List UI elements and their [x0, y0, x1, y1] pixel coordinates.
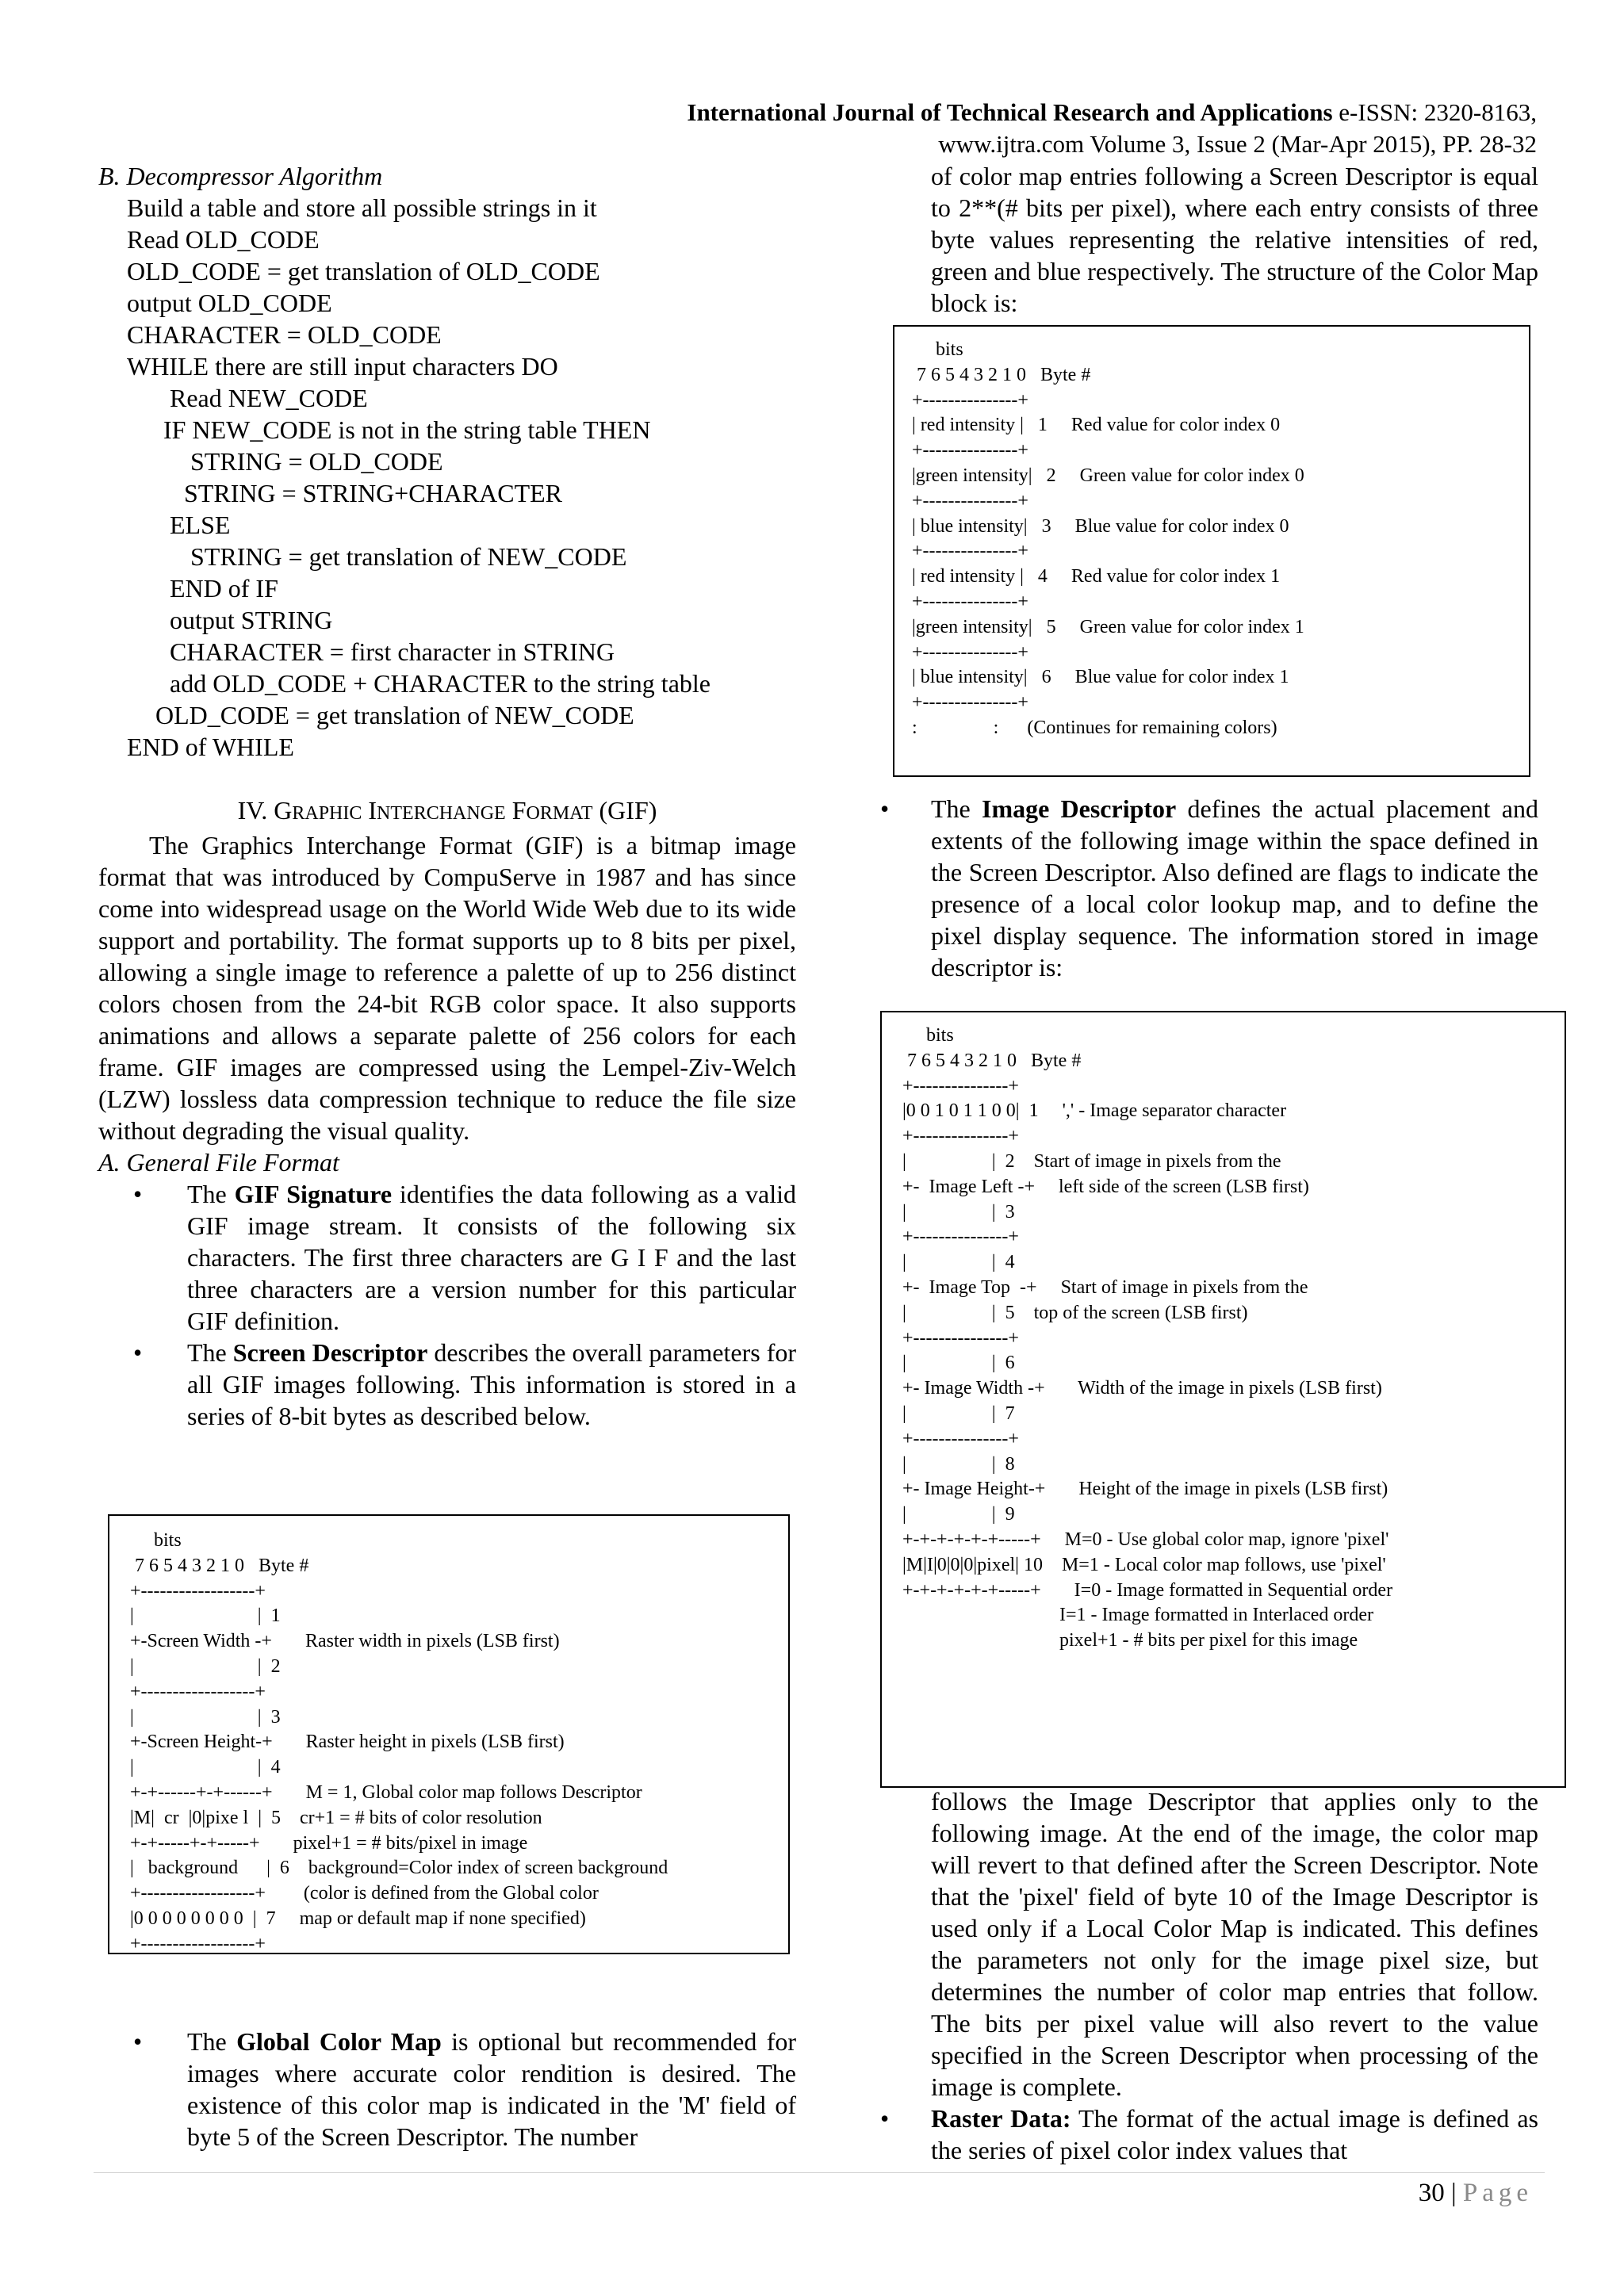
algorithm-line: CHARACTER = first character in STRING: [170, 637, 615, 666]
algorithm-line: END of WHILE: [127, 733, 294, 761]
issn: e-ISSN: 2320-8163,: [1339, 98, 1537, 126]
section-word: INTERCHANGE: [368, 796, 506, 825]
journal-title: International Journal of Technical Research and Applications: [687, 98, 1333, 126]
image-descriptor-box: [880, 1011, 1566, 1788]
term-raster-data: Raster Data:: [931, 2104, 1071, 2133]
bullet-dot: •: [133, 1338, 143, 1367]
bullet-dot: •: [133, 2027, 143, 2056]
header-line-1: [687, 97, 1537, 128]
right-column-image-descriptor: [880, 793, 1538, 983]
bullet-image-descriptor: • The Image Descriptor defines the actual placement and extents of the following image within the space defined in the Screen Descriptor. Also defined are flags to indicate the presence of a local color lookup map, and to define the pixel display sequence. The information stored in image descriptor is:: [880, 794, 1538, 982]
algorithm-line: add OLD_CODE + CHARACTER to the string table: [170, 669, 710, 698]
color-map-paragraph: of color map entries following a Screen Descriptor is equal to 2**(# bits per pixel), where each entry consists of three byte values representing the relative intensities of red, green and blue respectively. The structure of the Color Map block is:: [931, 162, 1538, 317]
section-word: FORMAT: [511, 796, 593, 825]
bullet-screen-descriptor: • The Screen Descriptor describes the overall parameters for all GIF images following. This information is stored in a series of 8-bit bytes as described below.: [133, 1338, 797, 1430]
term-global-color-map: Global Color Map: [236, 2027, 442, 2056]
color-map-diagram: bits 7 6 5 4 3 2 1 0 Byte # +---------------+ | red intensity | 1 Red value for color index 0 +---------------+ |green intensity| 2 Green value for color index 0 +---------------+ | blue intensity| 3 Blue value for color index 0 +---------------+ | red intensity | 4 Red value for color index 1 +---------------+ |green intensity| 5 Green value for color index 1 +---------------+ | blue intensity| 6 Blue value for color index 1 +---------------+ : : (Continues for remaining colors): [912, 339, 1304, 738]
page-word: Page: [1462, 2179, 1533, 2207]
algorithm-line: Read OLD_CODE: [127, 225, 320, 254]
gif-intro-paragraph: The Graphics Interchange Format (GIF) is a bitmap image format that was introduced by CompuServe in 1987 and has since come into widespread usage on the World Wide Web due to its wide support and portability. The format supports up to 8 bits per pixel, allowing a single image to reference a palette of up to 256 distinct colors chosen from the 24-bit RGB color space. It also supports animations and allows a separate palette of 256 colors for each frame. GIF images are compressed using the Lempel-Ziv-Welch (LZW) lossless data compression technique to reduce the file size without degrading the visual quality.: [98, 831, 796, 1145]
left-column: [98, 160, 796, 1432]
term-screen-descriptor: Screen Descriptor: [232, 1338, 428, 1367]
algorithm-line: OLD_CODE = get translation of OLD_CODE: [127, 257, 600, 285]
algorithm-line: output STRING: [170, 606, 333, 634]
algorithm-line: ELSE: [170, 511, 231, 539]
footer-rule: [94, 2172, 1545, 2173]
image-descriptor-diagram: bits 7 6 5 4 3 2 1 0 Byte # +---------------+ |0 0 1 0 1 1 0 0| 1 ',' - Image separator character +---------------+ | | 2 Start of image in pixels from the +- Image Left -+ left side of the screen (LSB first) | | 3 +---------------+ | | 4 +- Image Top -+ Start of image in pixels from the | | 5 top of the screen (LSB first) +---------------+ | | 6 +- Image Width -+ Width of the image in pixels (LSB first) | | 7 +---------------+ | | 8 +- Image Height-+ Height of the image in pixels (LSB first) | | 9 +-+-+-+-+-+-----+ M=0 - Use global color map, ignore 'pixel' |M|I|0|0|0|pixel| 10 M=1 - Local color map follows, use 'pixel' +-+-+-+-+-+-----+ I=0 - Image formatted in Sequential order I=1 - Image formatted in Interlaced order pixel+1 - # bits per pixel for this image: [902, 1025, 1393, 1651]
term-image-descriptor: Image Descriptor: [981, 794, 1177, 823]
algorithm-line: END of IF: [170, 574, 278, 603]
algorithm-line: STRING = get translation of NEW_CODE: [190, 542, 627, 571]
left-column-bottom: [98, 2026, 796, 2152]
bullet-dot: •: [880, 2104, 890, 2133]
page-number: 30: [1418, 2179, 1445, 2207]
algorithm-block: [98, 192, 796, 763]
section-heading-gif: [98, 794, 796, 829]
bullet-dot: •: [133, 1180, 143, 1208]
right-column-bottom: [880, 1785, 1538, 2166]
algorithm-line: OLD_CODE = get translation of NEW_CODE: [155, 701, 634, 729]
decompressor-heading: B. Decompressor Algorithm: [98, 162, 383, 190]
algorithm-line: STRING = STRING+CHARACTER: [184, 479, 563, 507]
algorithm-line: CHARACTER = OLD_CODE: [127, 320, 442, 349]
journal-header: [687, 97, 1537, 160]
page-separator: |: [1450, 2179, 1457, 2207]
algorithm-line: Read NEW_CODE: [170, 384, 368, 412]
bullet-global-color-map: • The Global Color Map is optional but recommended for images where accurate color rendition is desired. The existence of this color map is indicated in the 'M' field of byte 5 of the Screen Descriptor. The number: [133, 2027, 797, 2151]
algorithm-line: output OLD_CODE: [127, 289, 332, 317]
screen-descriptor-box: [108, 1514, 790, 1954]
color-map-box: [893, 325, 1530, 777]
bullet-gif-signature: • The GIF Signature identifies the data following as a valid GIF image stream. It consists of the following six characters. The first three characters are G I F and the last three characters are a version number for this particular GIF definition.: [133, 1180, 797, 1335]
section-suffix: (GIF): [599, 796, 657, 825]
right-column: [880, 160, 1538, 319]
screen-descriptor-diagram: bits 7 6 5 4 3 2 1 0 Byte # +------------------+ | | 1 +-Screen Width -+ Raster width in pixels (LSB first) | | 2 +------------------+ | | 3 +-Screen Height-+ Raster height in pixels (LSB first) | | 4 +-+------+-+------+ M = 1, Global color map follows Descriptor |M| cr |0|pixe l | 5 cr+1 = # bits of color resolution +-+-----+-+-----+ pixel+1 = # bits/pixel in image | background | 6 background=Color index of screen background +------------------+ (color is defined from the Global color |0 0 0 0 0 0 0 0 | 7 map or default map if none specified) +------------------+: [130, 1530, 668, 1954]
term-gif-signature: GIF Signature: [234, 1180, 393, 1208]
algorithm-line: IF NEW_CODE is not in the string table THEN: [163, 415, 651, 444]
algorithm-line: Build a table and store all possible strings in it: [127, 193, 597, 222]
bullet-dot: •: [880, 794, 890, 823]
page-footer: [1419, 2179, 1533, 2208]
section-word: GRAPHIC: [274, 796, 362, 825]
general-file-format-heading: A. General File Format: [98, 1148, 339, 1177]
local-map-paragraph: follows the Image Descriptor that applies only to the following image. At the end of the image, the color map will revert to that defined after the Screen Descriptor. Note that the 'pixel' field of byte 10 of the Image Descriptor is used only if a Local Color Map is indicated. This defines the parameters not only for the image pixel size, but determines the number of color map entries that follow. The bits per pixel value will also revert to the value specified in the Screen Descriptor when processing of the image is complete.: [931, 1787, 1538, 2101]
bullet-raster-data: • Raster Data: The format of the actual image is defined as the series of pixel color index values that: [880, 2104, 1538, 2164]
algorithm-line: STRING = OLD_CODE: [190, 447, 443, 476]
section-number: IV.: [237, 796, 268, 825]
header-line-2: www.ijtra.com Volume 3, Issue 2 (Mar-Apr 2015), PP. 28-32: [938, 130, 1537, 158]
algorithm-line: WHILE there are still input characters DO: [127, 352, 558, 381]
